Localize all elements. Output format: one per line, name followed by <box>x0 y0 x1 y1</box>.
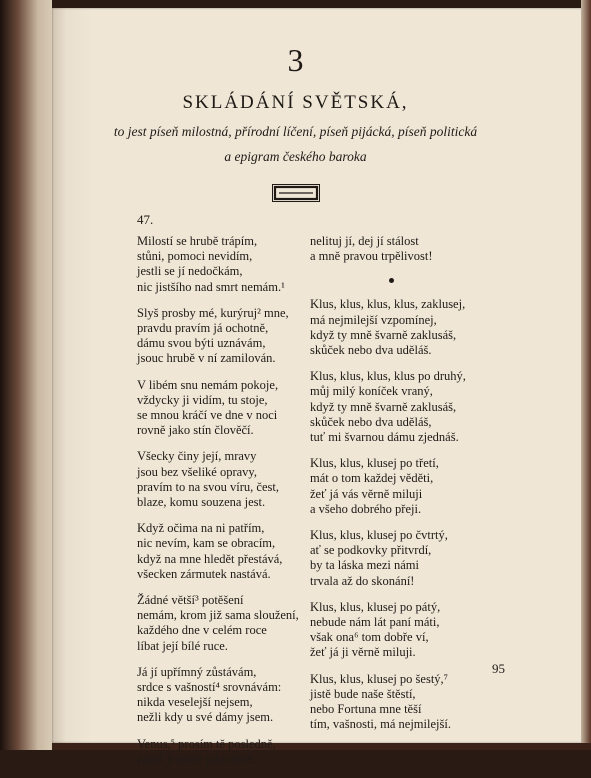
verse-line: jsou bez všeliké opravy, <box>137 464 257 479</box>
verse-line: skůček nebo dva uděláš. <box>310 343 432 358</box>
verse-line: stůni, pomoci nevidím, <box>137 249 253 264</box>
verse-line: nemám, krom již sama sloužení, <box>137 608 299 623</box>
verse-line: když na mne hledět přestává, <box>137 551 283 566</box>
verse-line: ať se podkovky přitvrdí, <box>310 543 432 558</box>
stanza <box>137 521 337 582</box>
verse-line: každého dne v celém roce <box>137 623 267 638</box>
verse-line: Klus, klus, klus, klus po druhý, <box>310 369 466 384</box>
verse-line: se mnou kráčí ve dne v noci <box>137 408 278 423</box>
verse-line: pravdu pravím já ochotně, <box>137 321 269 336</box>
verse-line: jsouc hrubě v ní zamilován. <box>137 351 276 366</box>
verse-line: Klus, klus, klusej po šestý,⁷ <box>310 671 449 686</box>
verse-line: má nejmilejší vzpomínej, <box>310 312 437 327</box>
stanza <box>137 449 337 510</box>
verse-line: líbat její bílé ruce. <box>137 638 228 653</box>
stanza <box>310 600 510 661</box>
verse-line: tuť mi švarnou dámu zjednáš. <box>310 430 459 445</box>
stanza <box>310 528 510 589</box>
verse-line: Slyš prosby mé, kurýruj² mne, <box>137 305 289 320</box>
verse-line: jestli se jí nedočkám, <box>137 264 243 279</box>
verse-line: Venus,⁵ prosím tě posledně, <box>137 736 276 751</box>
verse-line: nežli kdy u své dámy jsem. <box>137 710 274 725</box>
verse-line: když ty mně švarně zaklusáš, <box>310 399 457 414</box>
stanza <box>137 234 337 295</box>
verse-line: všecken zármutek nastává. <box>137 566 271 581</box>
decorative-bar-ornament-icon <box>272 184 320 202</box>
stanza <box>137 593 337 654</box>
verse-line: a všeho dobrého přeji. <box>310 501 422 516</box>
stanza <box>310 672 510 733</box>
verse-line: nic jistšího nad smrt nemám.¹ <box>137 279 285 294</box>
stanza <box>137 665 337 726</box>
stanza <box>137 737 337 767</box>
stanza <box>310 297 510 358</box>
verse-line: trvala až do skonání! <box>310 573 415 588</box>
verse-line: nelituj jí, dej jí stálost <box>310 234 419 248</box>
verse-line: Milostí se hrubě trápím, <box>137 234 258 248</box>
chapter-number: 3 <box>287 42 304 78</box>
verse-line: V libém snu nemám pokoje, <box>137 377 279 392</box>
stanza <box>310 456 510 517</box>
right-column <box>310 234 510 743</box>
verse-line: když ty mně švarně zaklusáš, <box>310 327 457 342</box>
verse-line: žeť já ji věrně miluji. <box>310 645 416 660</box>
verse-line: Klus, klus, klusej po třetí, <box>310 456 439 471</box>
verse-line: můj milý koníček vraný, <box>310 384 433 399</box>
left-column <box>137 234 337 778</box>
verse-line: Klus, klus, klusej po čvtrtý, <box>310 528 448 543</box>
verse-line: srdce s vašností⁴ srovnávám: <box>137 680 282 695</box>
verse-line: vždycky ji vidím, tu stoje, <box>137 392 268 407</box>
verse-line: blaze, komu souzena jest. <box>137 495 266 510</box>
verse-line: Já jí upřímný zůstávám, <box>137 664 257 679</box>
verse-line: jistě bude naše štěstí, <box>310 686 416 701</box>
stanza-separator-dot <box>389 278 394 283</box>
chapter-subtitle-line2: a epigram českého baroka <box>224 149 367 164</box>
verse-line: Všecky činy její, mravy <box>137 449 257 464</box>
chapter-subtitle-line1: to jest píseň milostná, přírodní líčení, píseň pijácká, píseň politická <box>113 124 478 139</box>
verse-line: nic nevím, kam se obracím, <box>137 536 276 551</box>
verse-line: skůček nebo dva uděláš, <box>310 414 432 429</box>
verse-line: mát o tom každej věděti, <box>310 471 434 486</box>
verse-line: Žádné větší³ potěšení <box>137 593 244 608</box>
verse-line: by ta láska mezi námi <box>310 558 419 573</box>
page-number: 95 <box>492 661 505 676</box>
verse-line: nebude nám lát paní máti, <box>310 615 440 630</box>
verse-line: Klus, klus, klus, klus, zaklusej, <box>310 297 466 312</box>
stanza <box>137 378 337 439</box>
verse-line: pravím to na svou víru, čest, <box>137 479 279 494</box>
verse-line: dámu svou býti uznávám, <box>137 336 266 351</box>
verse-line: a mně pravou trpělivost! <box>310 249 433 264</box>
stanza <box>310 234 510 264</box>
verse-line: nebo Fortuna mne těší <box>310 702 422 717</box>
verse-line: rovně jako stín člověčí. <box>137 423 254 438</box>
verse-line: Klus, klus, klusej po pátý, <box>310 599 441 614</box>
chapter-title: SKLÁDÁNÍ SVĚTSKÁ, <box>182 92 409 113</box>
stanza <box>137 306 337 367</box>
stanza <box>310 369 510 445</box>
verse-line: Když očima na ni patřím, <box>137 521 265 536</box>
verse-line: zapal jí srdce jako mně, <box>137 751 256 766</box>
verse-line: nikda veselejší nejsem, <box>137 695 253 710</box>
verse-line: však ona⁶ tom dobře ví, <box>310 630 429 645</box>
verse-line: žeť já vás věrně miluji <box>310 486 423 501</box>
verse-line: tím, vašnosti, má nejmilejší. <box>310 717 451 732</box>
poem-number: 47. <box>137 212 154 227</box>
